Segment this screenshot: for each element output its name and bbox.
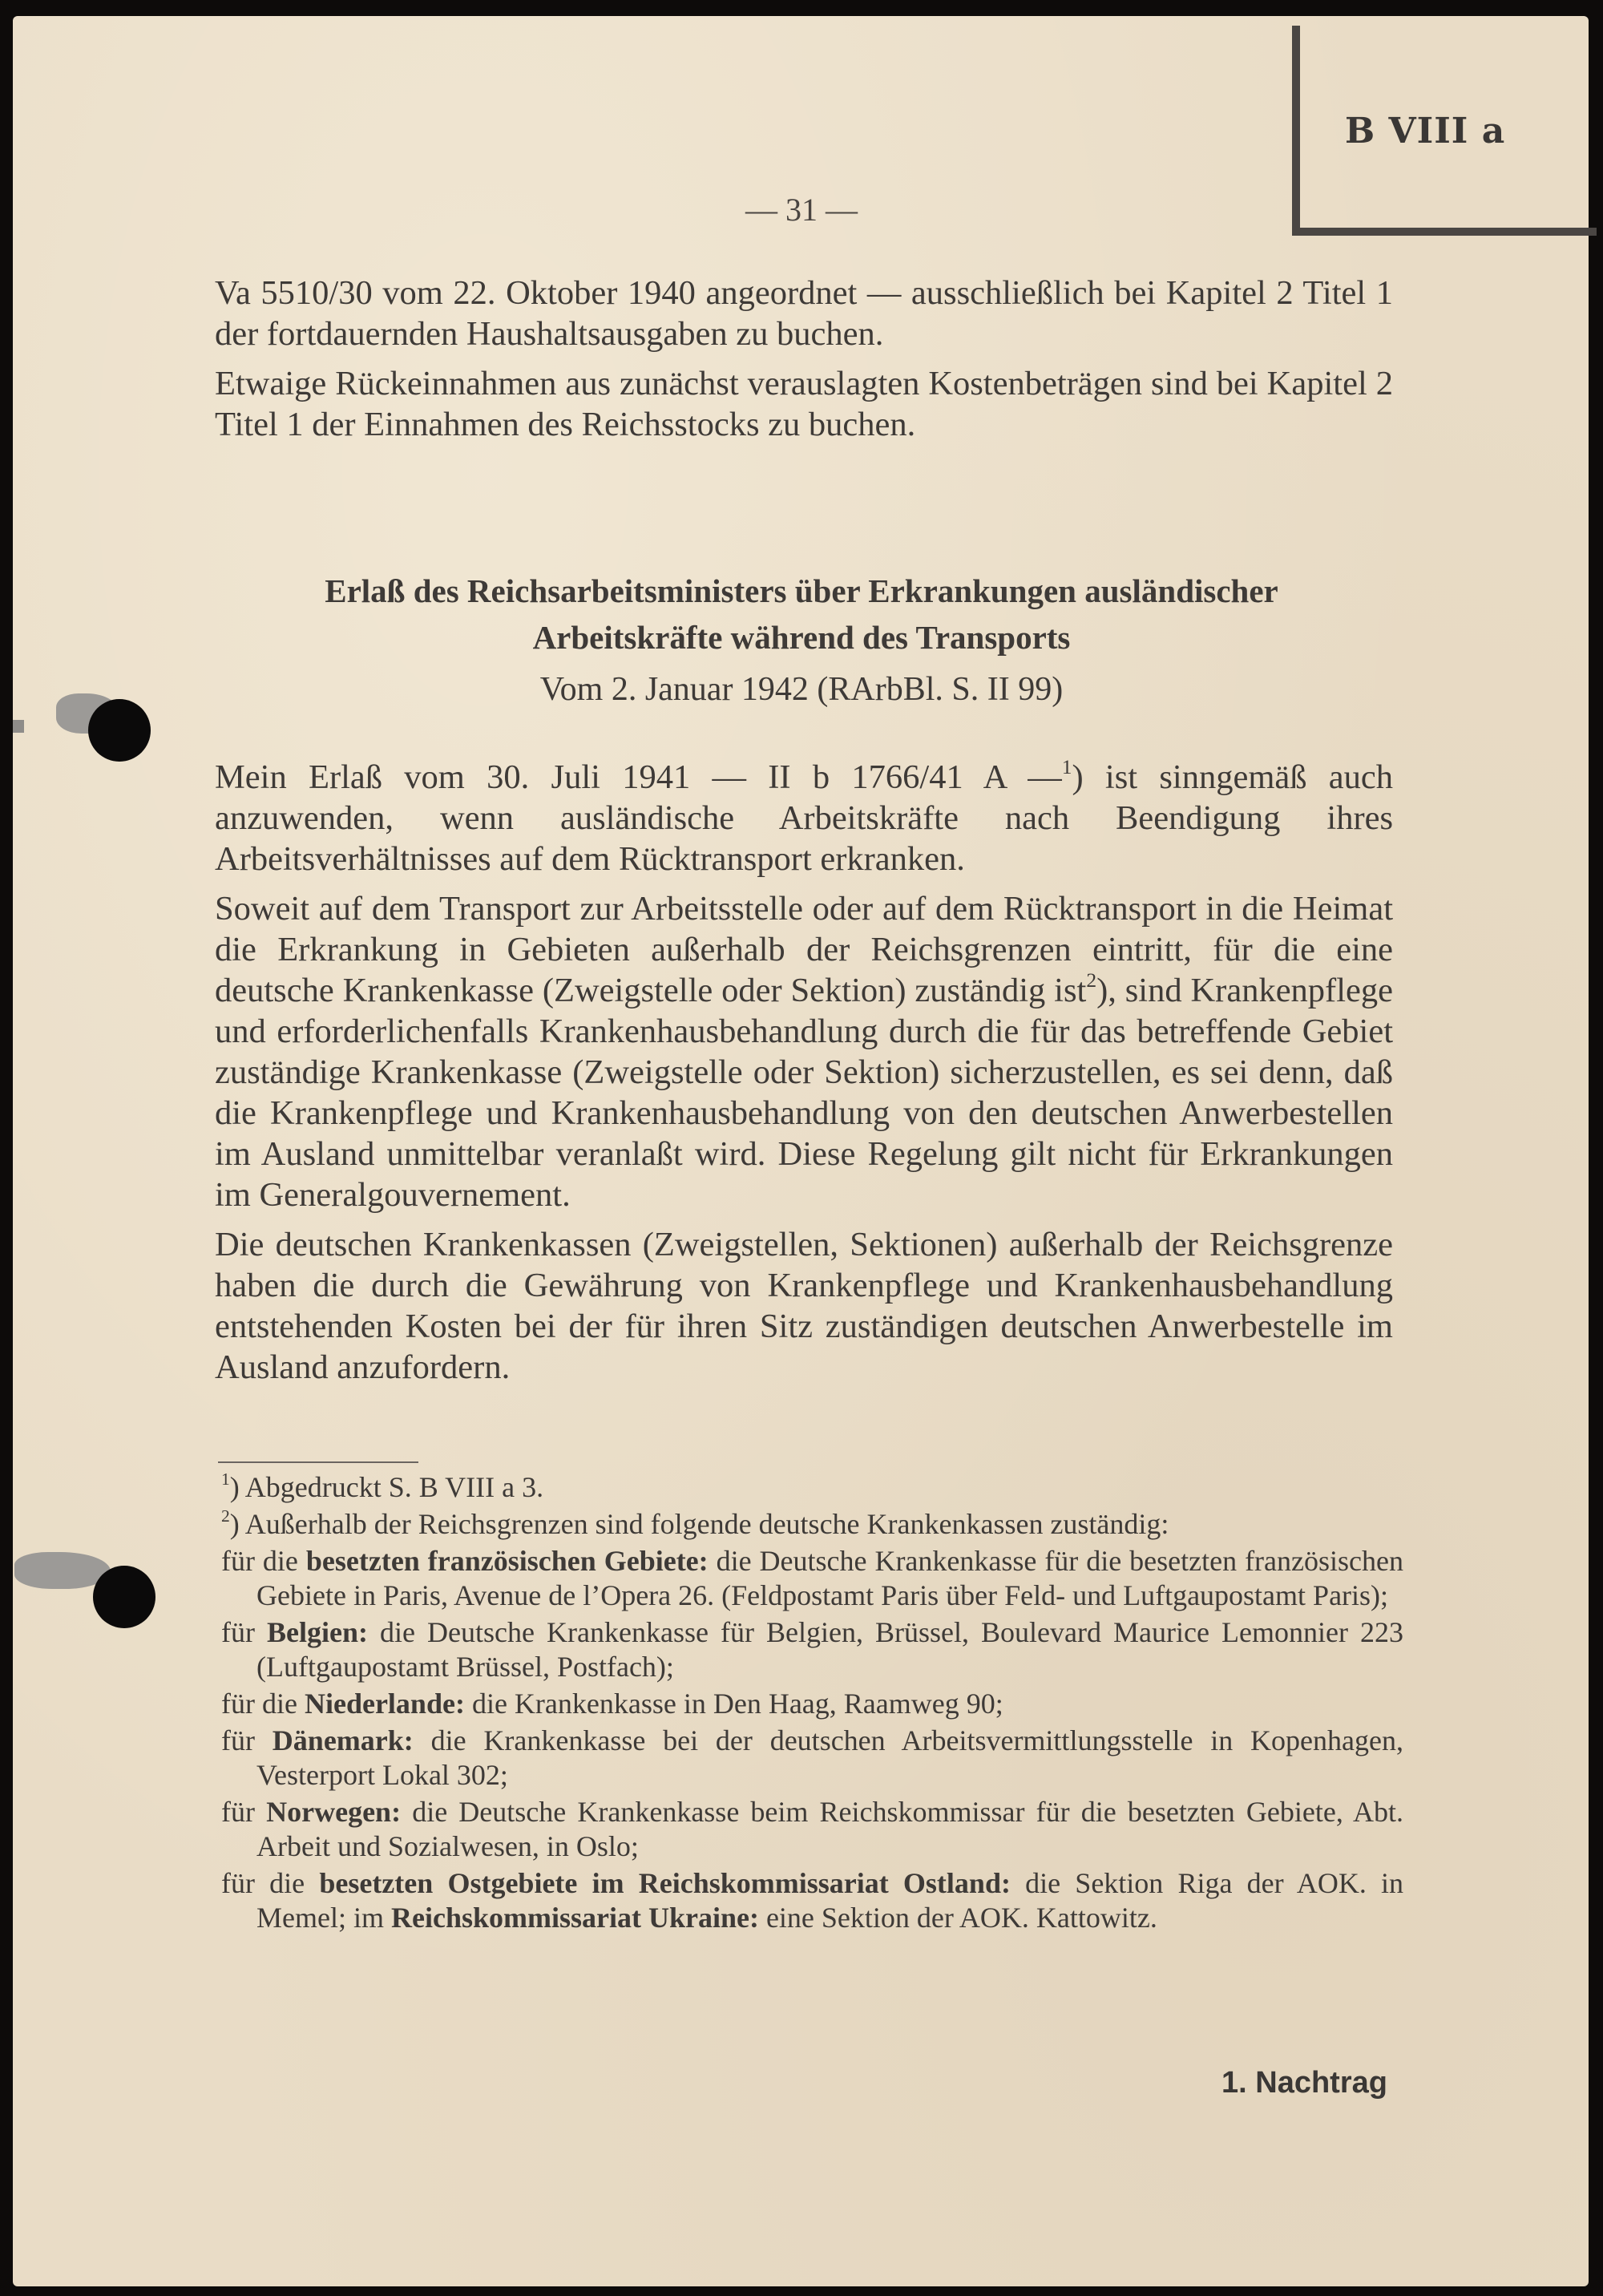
footnote-entry-belgium: für Belgien: die Deutsche Krankenkasse für Belgien, Brüssel, Boulevard Maurice Lemonnier 223 (Luftgaupostamt Brüssel, Postfach); xyxy=(221,1616,1403,1683)
footnote-entry-netherlands: für die Niederlande: die Krankenkasse in Den Haag, Raamweg 90; xyxy=(221,1688,1003,1720)
decree-date: Vom 2. Januar 1942 (RArbBl. S. II 99) xyxy=(539,671,1064,708)
footnotes xyxy=(221,1470,1403,1938)
edge-mark xyxy=(13,720,24,733)
decree-title-line-1: Erlaß des Reichsarbeitsministers über Erkrankungen ausländischer xyxy=(325,572,1278,609)
decree-title-line-2: Arbeitskräfte während des Transports xyxy=(532,619,1071,656)
footnote-entry-france: für die besetzten französischen Gebiete: die Deutsche Krankenkasse für die besetzten französischen Gebiete in Paris, Avenue de l’Opera 26. (Feldpostamt Paris über Feld- und Luftgaupostamt Paris); xyxy=(221,1545,1403,1611)
decree-paragraph-3: Die deutschen Krankenkassen (Zweigstellen, Sektionen) außerhalb der Reichsgrenze haben die durch die Gewährung von Krankenpflege und Krankenhausbehandlung entstehenden Kosten bei der für ihren Sitz zuständigen deutschen Anwerbestelle im Ausland anzufordern. xyxy=(215,1226,1393,1386)
decree-paragraph-2: Soweit auf dem Transport zur Arbeitsstelle oder auf dem Rücktransport in die Heimat die Erkrankung in Gebieten außerhalb der Reichsgrenzen eintritt, für die eine deutsche Krankenkasse (Zweigstelle oder Sektion) zuständig ist$^2$), sind Krankenpflege und erforderlichenfalls Krankenhausbehandlung durch die für das betreffende Gebiet zuständige Krankenkasse (Zweigstelle oder Sektion) sicherzustellen, es sei denn, daß die Krankenpflege und Krankenhausbehandlung von den deutschen Anwerbestellen im Ausland unmittelbar veranlaßt wird. Diese Regelung gilt nicht für Erkrankungen im Generalgouvernement. xyxy=(215,890,1393,1214)
intro-paragraph: Etwaige Rückeinnahmen aus zunächst verauslagten Kostenbeträgen sind bei Kapitel 2 Titel 1 der Einnahmen des Reichsstocks zu buchen. xyxy=(215,365,1393,443)
supplement-label: 1. Nachtrag xyxy=(1221,2066,1387,2100)
footnote-ref-2[interactable]: 2 xyxy=(1086,968,1097,992)
footnote-entry-eastern-territories: für die besetzten Ostgebiete im Reichskommissariat Ostland: die Sektion Riga der AOK. in Memel; im Reichskommissariat Ukraine: eine Sektion der AOK. Kattowitz. xyxy=(221,1867,1404,1934)
intro-text xyxy=(215,273,1393,454)
footnote-1: $^1$) Abgedruckt S. B VIII a 3. xyxy=(221,1469,544,1503)
footnote-entry-denmark: für Dänemark: die Krankenkasse bei der deutschen Arbeitsvermittlungsstelle in Kopenhagen, Vesterport Lokal 302; xyxy=(221,1724,1403,1791)
punch-hole-upper xyxy=(88,699,151,762)
punch-hole-lower xyxy=(93,1566,155,1628)
decree-paragraph-1: Mein Erlaß vom 30. Juli 1941 — II b 1766/41 A —$^1$) ist sinngemäß auch anzuwenden, wenn ausländische Arbeitskräfte nach Beendigung ihres Arbeitsverhältnisses auf dem Rücktransport erkranken. xyxy=(215,755,1393,878)
decree-body xyxy=(215,757,1393,1397)
footnote-divider xyxy=(218,1461,418,1463)
page-number: — 31 — xyxy=(745,192,858,228)
footnote-entry-norway: für Norwegen: die Deutsche Krankenkasse beim Reichskommissar für die besetzten Gebiete, Abt. Arbeit und Sozialwesen, in Oslo; xyxy=(221,1796,1403,1862)
footnote-ref-1[interactable]: 1 xyxy=(1061,755,1072,779)
footnote-2: $^2$) Außerhalb der Reichsgrenzen sind folgende deutsche Krankenkassen zuständig: xyxy=(221,1506,1169,1540)
intro-paragraph: Va 5510/30 vom 22. Oktober 1940 angeordnet — ausschließlich bei Kapitel 2 Titel 1 der fortdauernden Haushaltsausgaben zu buchen. xyxy=(215,274,1393,353)
decree-heading xyxy=(0,568,1603,713)
section-code: B VIII a xyxy=(1345,111,1506,152)
